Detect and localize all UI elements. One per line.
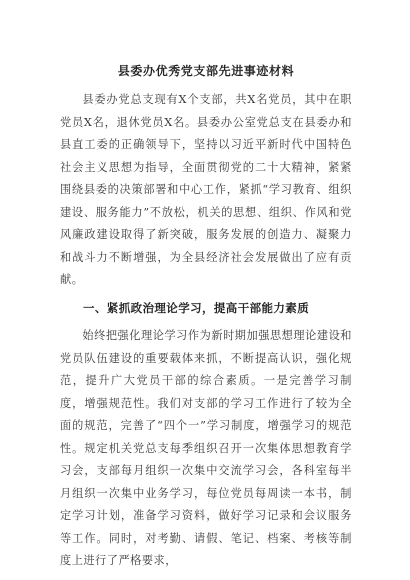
document-title: 县委办优秀党支部先进事迹材料 bbox=[117, 64, 295, 78]
section-heading: 一、紧抓政治理论学习，提高干部能力素质 bbox=[83, 300, 310, 315]
intro-paragraph: 县委办党总支现有X个支部，共X名党员，其中在职党员X名，退休党员X名。县委办公室党总支在县委办和县直工委的正确领导下，坚持以习近平新时代中国特色社会主义思想为指导，全面贯彻党的二十大精神，紧紧围绕县委的决策部署和中心工作，紧抓“学习教育、组织建设、服务能力”不放松，机关的思想、组织、作风和党风廉政建设取得了新突破，服务发展的创造力、凝聚力和战斗力不断增强，为全县经济社会发展做出了应有贡献。 bbox=[60, 93, 352, 286]
section-paragraph: 始终把强化理论学习作为新时期加强思想理论建设和党员队伍建设的重要载体来抓，不断提高认识，强化规范，提升广大党员干部的综合素质。一是完善学习制度，增强规范性。我们对支部的学习工作进行了较为全面的规范，完善了“四个一”学习制度，增强学习的规范性。规定机关党总支每季组织召开一次集体思想教育学习会，支部每月组织一次集中交流学习会，各科室每半月组织一次集中业务学习，每位党员每周读一本书，制定学习计划，准备学习资料，做好学习记录和会议服务等工作。同时，对考勤、请假、笔记、档案、考核等制度上进行了严格要求， bbox=[60, 329, 352, 567]
